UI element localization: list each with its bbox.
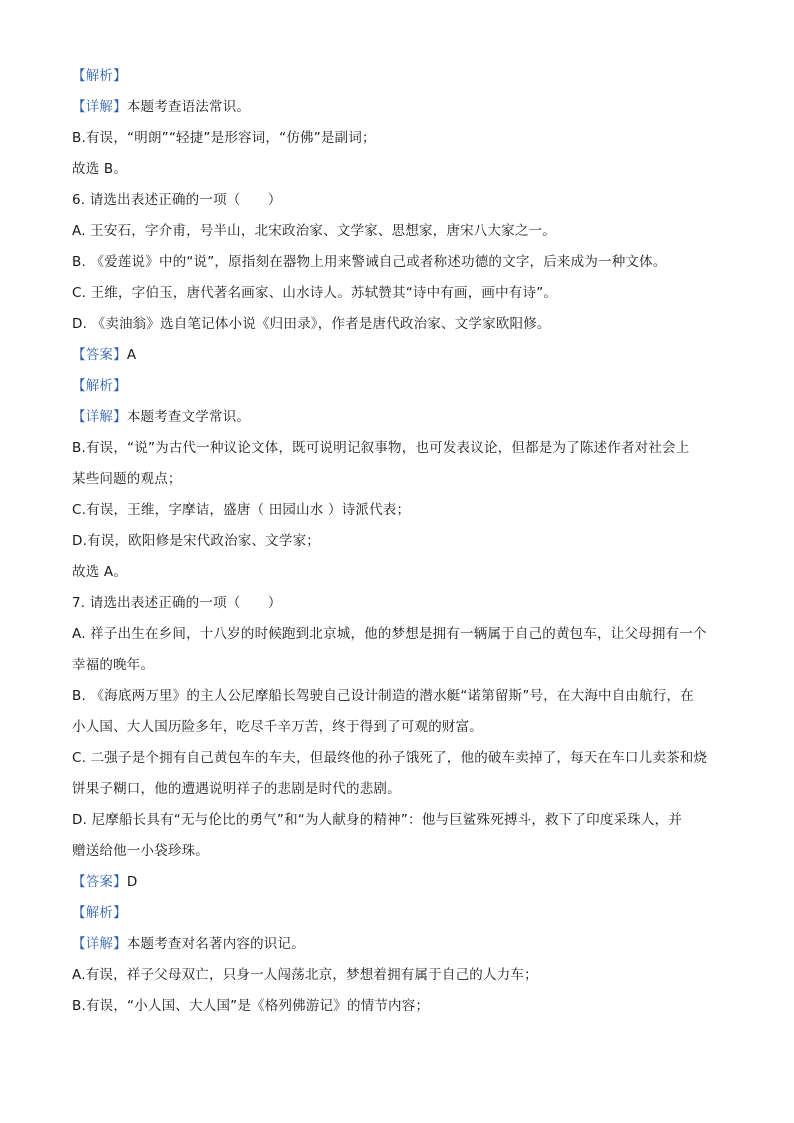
question-7-option-a-cont: 幸福的晚年。: [72, 657, 155, 673]
detail-text: 本题考查文学常识。: [126, 409, 251, 425]
question-7-option-d-cont: 赠送给他一小袋珍珠。: [72, 843, 209, 859]
detail-label: 【详解】: [72, 936, 127, 952]
detail-line: [72, 407, 732, 427]
detail-line: [72, 934, 732, 954]
explanation-line: C.有误，王维，字摩诘，盛唐（ 田园山水 ）诗派代表；: [72, 502, 411, 518]
answer-label: 【答案】: [72, 347, 127, 363]
detail-line: [72, 97, 732, 117]
conclusion-line: 故选 B。: [72, 161, 128, 177]
question-7-option-d: D. 尼摩船长具有“无与伦比的勇气”和“为人献身的精神”：他与巨鲨殊死搏斗，救下了印度采珠人，并: [72, 812, 683, 828]
explanation-line: D.有误，欧阳修是宋代政治家、文学家；: [72, 533, 320, 549]
explanation-line: 某些问题的观点；: [72, 471, 182, 487]
conclusion-line: 故选 A。: [72, 564, 128, 580]
answer-choice: A: [126, 347, 137, 363]
analysis-label: 【解析】: [72, 378, 127, 394]
detail-label: 【详解】: [72, 409, 127, 425]
question-7-option-a: A. 祥子出生在乡间，十八岁的时候跑到北京城，他的梦想是拥有一辆属于自己的黄包车，让父母拥有一个: [72, 626, 707, 642]
question-7-option-b-cont: 小人国、大人国历险多年，吃尽千辛万苦，终于得到了可观的财富。: [72, 719, 483, 735]
question-6-stem: 6. 请选出表述正确的一项（ ）: [72, 192, 282, 208]
answer-choice: D: [126, 874, 138, 890]
answer-line: [72, 345, 732, 365]
question-6-option-c: C. 王维，字伯玉，唐代著名画家、山水诗人。苏轼赞其“诗中有画，画中有诗”。: [72, 285, 558, 301]
analysis-label: 【解析】: [72, 905, 127, 921]
question-7-option-b: B. 《海底两万里》的主人公尼摩船长驾驶自己设计制造的潜水艇“诺第留斯”号，在大海中自由航行，在: [72, 688, 694, 704]
question-7-option-c: C. 二强子是个拥有自己黄包车的车夫，但最终他的孙子饿死了，他的破车卖掉了，每天在车口儿卖茶和烧: [72, 750, 708, 766]
analysis-header: [72, 66, 732, 86]
answer-label: 【答案】: [72, 874, 127, 890]
analysis-header: [72, 376, 732, 396]
question-6-option-b: B. 《爱莲说》中的“说”，原指刻在器物上用来警诫自己或者称述功德的文字，后来成为一种文体。: [72, 254, 667, 270]
question-6-option-d: D. 《卖油翁》选自笔记体小说《归田录》，作者是唐代政治家、文学家欧阳修。: [72, 316, 551, 332]
explanation-line: A.有误，祥子父母双亡，只身一人闯荡北京，梦想着拥有属于自己的人力车；: [72, 967, 538, 983]
explanation-line: B.有误，“小人国、大人国”是《格列佛游记》的情节内容；: [72, 998, 430, 1014]
detail-text: 本题考查语法常识。: [126, 99, 251, 115]
analysis-header: [72, 903, 732, 923]
detail-label: 【详解】: [72, 99, 127, 115]
detail-text: 本题考查对名著内容的识记。: [126, 936, 305, 952]
explanation-line: B.有误，“明朗”“轻捷”是形容词，“仿佛”是副词；: [72, 130, 376, 146]
answer-line: [72, 872, 732, 892]
question-6-option-a: A. 王安石，字介甫，号半山，北宋政治家、文学家、思想家，唐宋八大家之一。: [72, 223, 556, 239]
question-7-stem: 7. 请选出表述正确的一项（ ）: [72, 595, 282, 611]
analysis-label: 【解析】: [72, 68, 127, 84]
question-7-option-c-cont: 饼果子糊口，他的遭遇说明祥子的悲剧是时代的悲剧。: [72, 781, 401, 797]
explanation-line: B.有误，“说”为古代一种议论文体，既可说明记叙事物，也可发表议论，但都是为了陈述作者对社会上: [72, 440, 690, 456]
